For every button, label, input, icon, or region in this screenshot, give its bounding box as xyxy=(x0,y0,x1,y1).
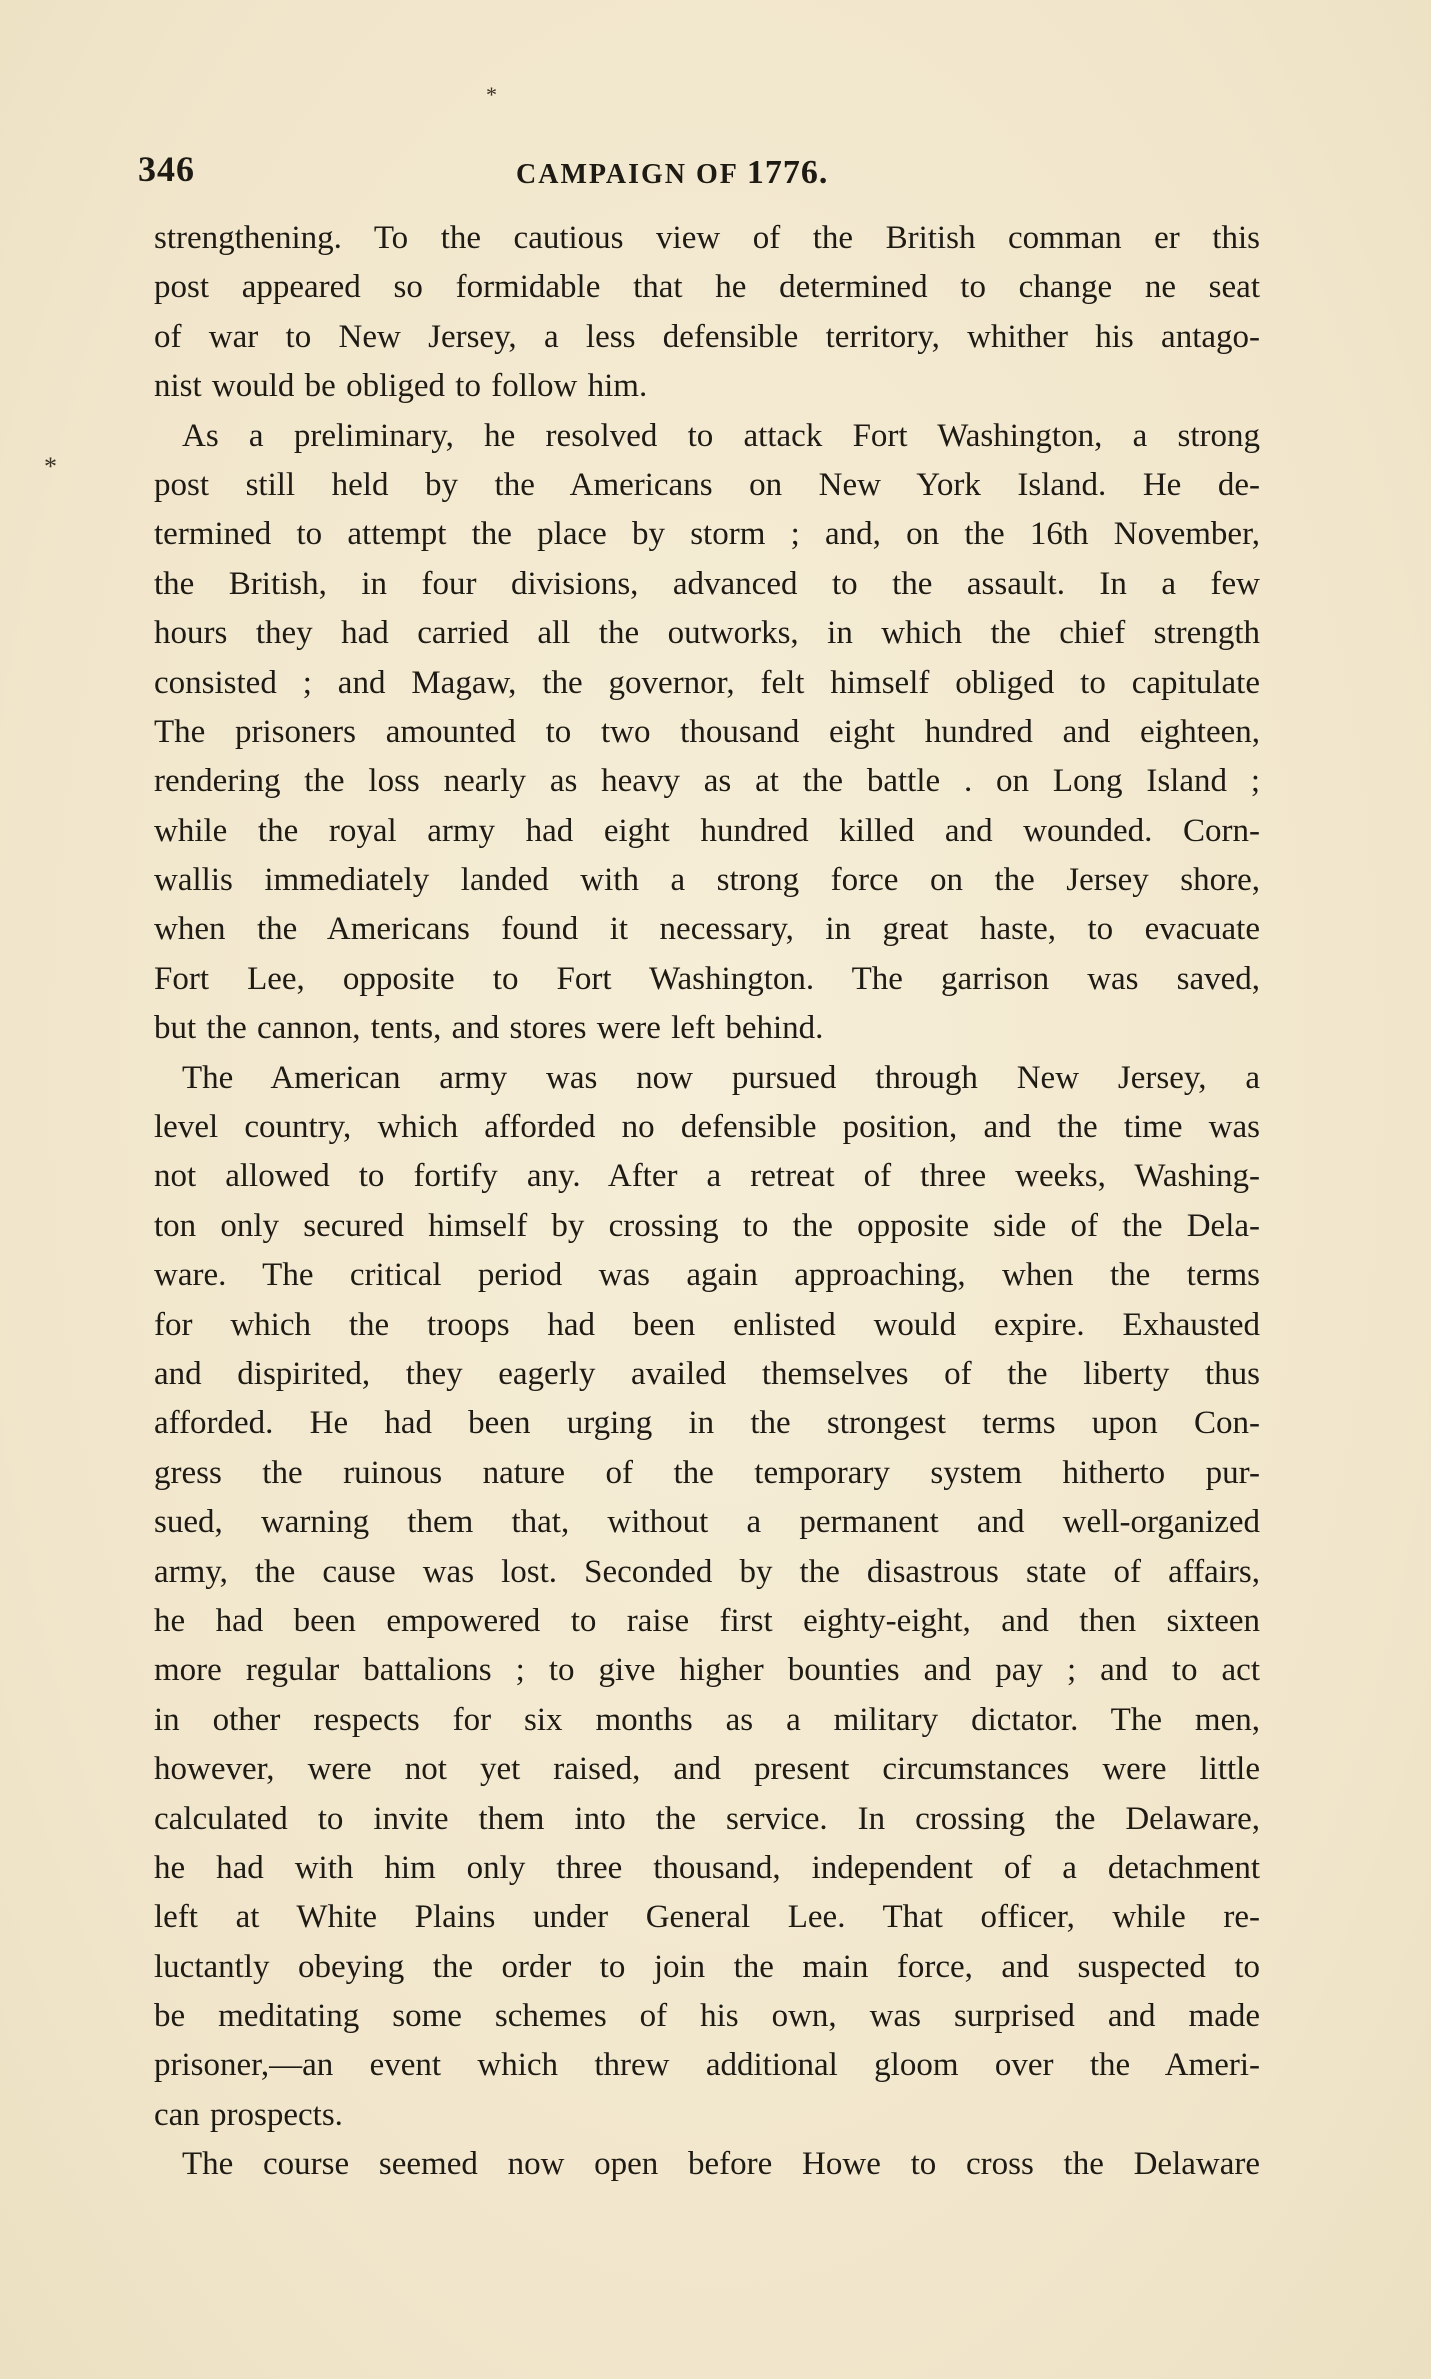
text-line: calculated to invite them into the service. In crossing the Delaware, xyxy=(154,1800,1260,1837)
text-line: for which the troops had been enlisted would expire. Exhausted xyxy=(154,1306,1260,1343)
text-line: left at White Plains under General Lee. That officer, while re- xyxy=(154,1899,1260,1936)
text-line: when the Americans found it necessary, in great haste, to evacuate xyxy=(154,911,1260,948)
body-text xyxy=(154,214,1260,2190)
text-line: can prospects. xyxy=(154,2096,343,2133)
text-line: but the cannon, tents, and stores were left behind. xyxy=(154,1010,824,1047)
text-line: the British, in four divisions, advanced to the assault. In a few xyxy=(154,565,1260,602)
text-line: he had been empowered to raise first eighty-eight, and then sixteen xyxy=(154,1602,1260,1639)
text-line: ware. The critical period was again approaching, when the terms xyxy=(154,1257,1260,1294)
page-number: 346 xyxy=(138,149,195,189)
text-line: The American army was now pursued through New Jersey, a xyxy=(182,1059,1260,1096)
text-line: of war to New Jersey, a less defensible territory, whither his antago- xyxy=(154,318,1260,355)
text-line: prisoner,—an event which threw additional gloom over the Ameri- xyxy=(154,2047,1260,2084)
text-line: and dispirited, they eagerly availed themselves of the liberty thus xyxy=(154,1355,1260,1392)
running-head-title: CAMPAIGN OF xyxy=(516,159,738,190)
text-line: rendering the loss nearly as heavy as at the battle . on Long Island ; xyxy=(154,763,1260,800)
text-line: while the royal army had eight hundred killed and wounded. Corn- xyxy=(154,812,1260,849)
text-line: strengthening. To the cautious view of the British comman er this xyxy=(154,220,1260,256)
text-line: hours they had carried all the outworks, in which the chief strength xyxy=(154,615,1260,652)
page-header xyxy=(138,148,1258,198)
text-line: afforded. He had been urging in the strongest terms upon Con- xyxy=(154,1405,1260,1442)
text-line: level country, which afforded no defensible position, and the time was xyxy=(154,1109,1260,1146)
text-line: The course seemed now open before Howe to cross the Delaware xyxy=(182,2146,1260,2183)
text-line: he had with him only three thousand, independent of a detachment xyxy=(154,1849,1260,1886)
printer-mark: * xyxy=(486,82,497,107)
text-line: post still held by the Americans on New York Island. He de- xyxy=(154,466,1260,503)
margin-mark: * xyxy=(44,452,57,481)
text-line: not allowed to fortify any. After a retreat of three weeks, Washing- xyxy=(154,1158,1260,1195)
running-head xyxy=(516,154,828,192)
text-line: gress the ruinous nature of the temporary system hitherto pur- xyxy=(154,1454,1260,1491)
text-line: The prisoners amounted to two thousand eight hundred and eighteen, xyxy=(154,713,1260,750)
text-line: be meditating some schemes of his own, was surprised and made xyxy=(154,1998,1260,2035)
text-line: luctantly obeying the order to join the main force, and suspected to xyxy=(154,1948,1260,1985)
text-line: more regular battalions ; to give higher bounties and pay ; and to act xyxy=(154,1652,1260,1689)
text-line: nist would be obliged to follow him. xyxy=(154,368,648,405)
text-line: however, were not yet raised, and present circumstances were little xyxy=(154,1751,1260,1788)
text-line: consisted ; and Magaw, the governor, felt himself obliged to capitulate xyxy=(154,664,1260,701)
text-line: Fort Lee, opposite to Fort Washington. The garrison was saved, xyxy=(154,960,1260,997)
text-line: post appeared so formidable that he determined to change ne seat xyxy=(154,269,1260,306)
text-line: sued, warning them that, without a permanent and well-organized xyxy=(154,1504,1260,1541)
text-line: termined to attempt the place by storm ; and, on the 16th November, xyxy=(154,516,1260,553)
running-head-year: 1776. xyxy=(746,154,829,191)
text-line: wallis immediately landed with a strong force on the Jersey shore, xyxy=(154,862,1260,899)
text-line: army, the cause was lost. Seconded by the disastrous state of affairs, xyxy=(154,1553,1260,1590)
text-line: ton only secured himself by crossing to the opposite side of the Dela- xyxy=(154,1207,1260,1244)
text-line: in other respects for six months as a military dictator. The men, xyxy=(154,1701,1260,1738)
text-line: As a preliminary, he resolved to attack Fort Washington, a strong xyxy=(182,417,1260,454)
